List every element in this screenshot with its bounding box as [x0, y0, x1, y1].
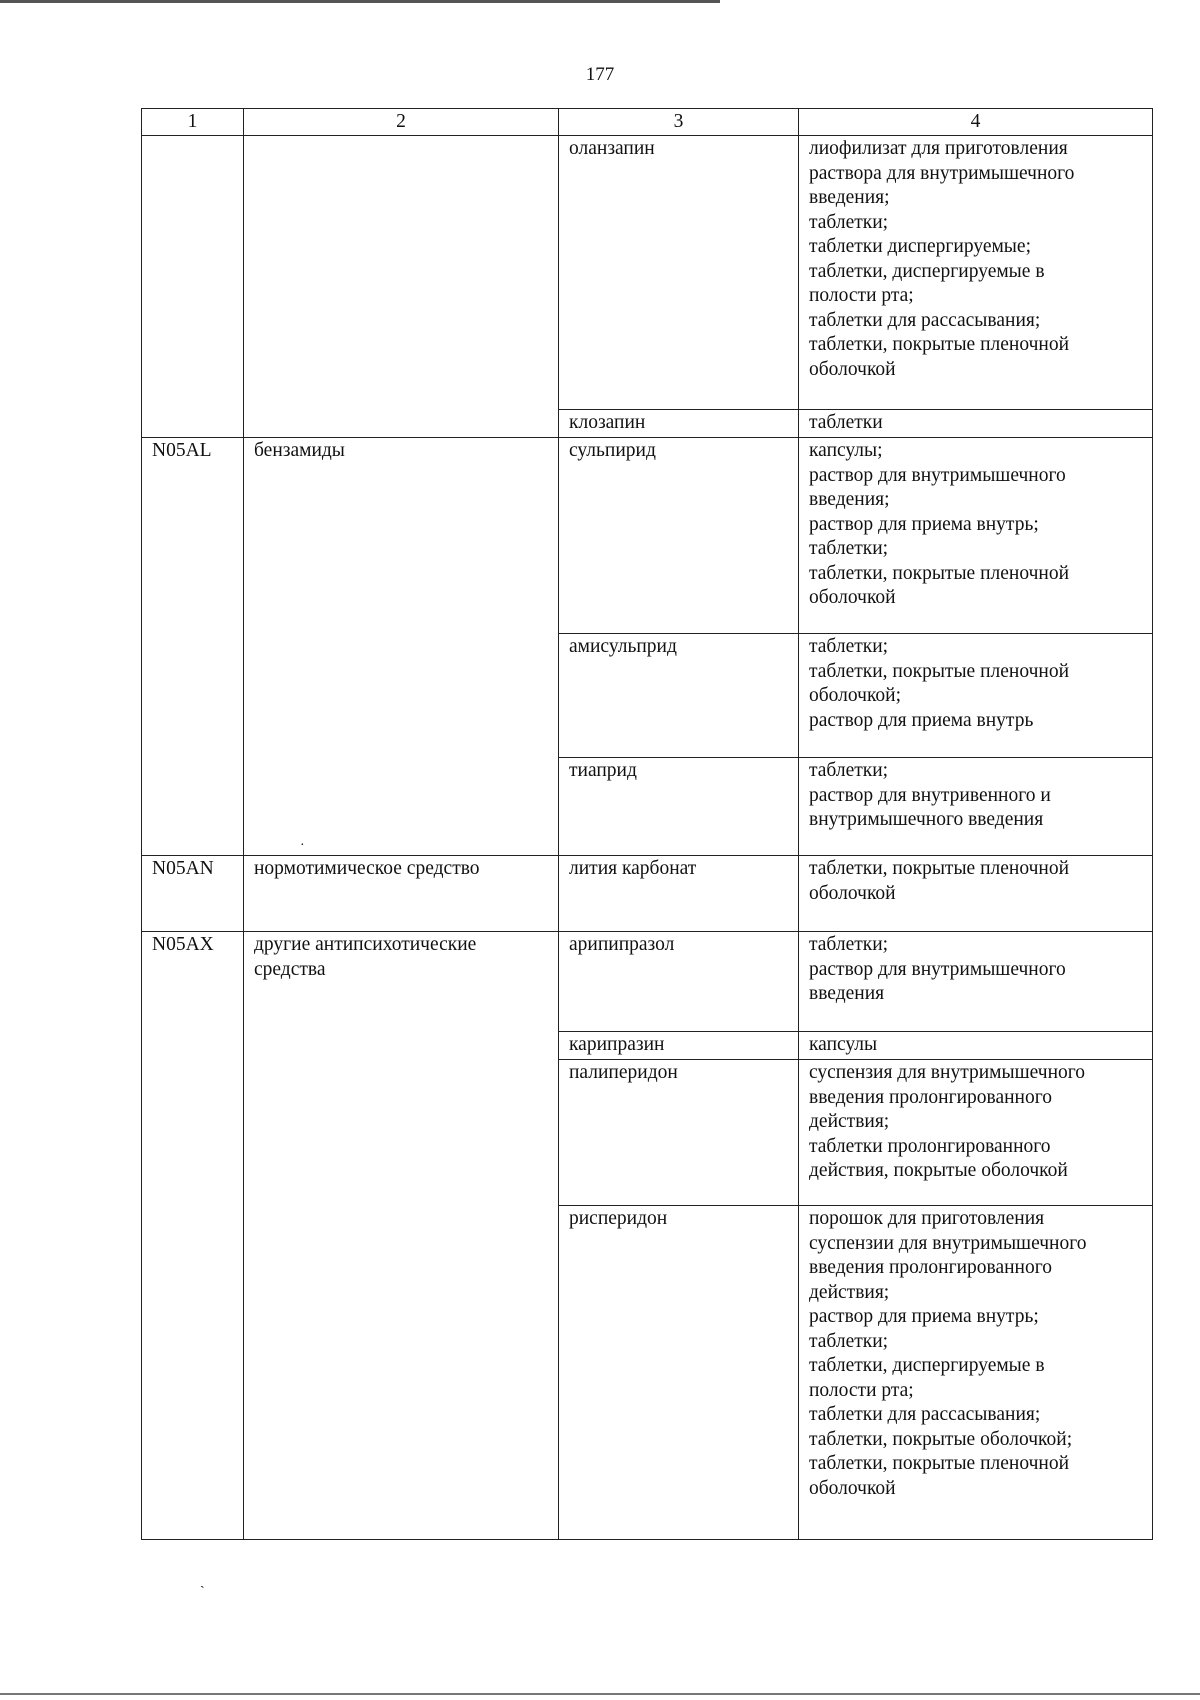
dosage-form-line: таблетки, покрытые пленочной: [809, 858, 1070, 879]
dosage-form-line: раствор для приема внутрь;: [809, 513, 1039, 535]
dosage-form-line: таблетки для рассасывания;: [809, 309, 1041, 331]
dosage-form-line: таблетки, диспергируемые в: [809, 260, 1045, 282]
header-cell-3: 3: [559, 109, 799, 136]
scan-edge-line-bottom: [0, 1693, 1200, 1695]
dosage-form-line: таблетки, покрытые пленочной: [809, 562, 1070, 584]
dosage-form-line: суспензия для внутримышечного: [809, 1062, 1086, 1083]
dosage-form-line: полости рта;: [809, 285, 914, 306]
drug-name-cell: сульпирид: [559, 438, 799, 634]
drug-name-cell: клозапин: [559, 410, 799, 438]
dosage-form-line: действия, покрытые оболочкой: [809, 1160, 1068, 1181]
dosage-form-line: раствора для внутримышечного: [809, 162, 1075, 184]
dosage-form-line: таблетки, покрытые пленочной: [809, 1453, 1070, 1474]
dosage-forms-cell: [799, 410, 1153, 438]
dosage-forms-cell: [799, 634, 1153, 758]
dosage-form-line: оболочкой: [809, 882, 896, 904]
dosage-forms-cell: [799, 932, 1153, 1032]
dosage-form-line: раствор для приема внутрь: [809, 709, 1034, 731]
group-name-cell: нормотимическое средство: [244, 856, 559, 932]
table-row: [142, 856, 1153, 932]
scan-edge-line-top: [0, 0, 720, 3]
drug-name-cell: лития карбонат: [559, 856, 799, 932]
atc-code-cell: [142, 136, 244, 438]
dosage-form-line: таблетки;: [809, 1330, 889, 1352]
dosage-form-line: оболочкой: [809, 358, 896, 380]
table-row: [142, 932, 1153, 1032]
dosage-form-line: действия;: [809, 1111, 890, 1132]
dosage-forms-cell: [799, 438, 1153, 634]
atc-code-cell: N05AX: [142, 932, 244, 1540]
group-name-cell: бензамиды: [244, 438, 559, 856]
table-row: [142, 136, 1153, 410]
drug-table: [141, 108, 1153, 1540]
drug-name-cell: оланзапин: [559, 136, 799, 410]
drug-name-cell: карипразин: [559, 1032, 799, 1060]
dosage-form-line: таблетки;: [809, 760, 889, 781]
dosage-form-line: введения пролонгированного: [809, 1086, 1053, 1108]
dosage-form-line: введения;: [809, 187, 890, 208]
dosage-form-line: таблетки, диспергируемые в: [809, 1355, 1045, 1376]
dosage-form-line: таблетки, покрытые оболочкой;: [809, 1428, 1073, 1450]
dosage-form-line: раствор для внутривенного и: [809, 784, 1051, 806]
dosage-form-line: таблетки для рассасывания;: [809, 1404, 1041, 1425]
dosage-form-line: оболочкой: [809, 1477, 896, 1499]
dosage-forms-cell: [799, 758, 1153, 856]
table-body: [142, 136, 1153, 1540]
table-row: [142, 438, 1153, 634]
dosage-form-line: таблетки;: [809, 211, 889, 233]
dosage-form-line: полости рта;: [809, 1379, 914, 1401]
dosage-form-line: введения пролонгированного: [809, 1257, 1053, 1278]
dosage-form-line: таблетки;: [809, 538, 889, 559]
dosage-form-line: введения: [809, 983, 885, 1004]
dosage-form-line: раствор для внутримышечного: [809, 464, 1066, 486]
page-number: 177: [585, 64, 615, 85]
group-name-cell: [244, 136, 559, 438]
dosage-forms-cell: [799, 856, 1153, 932]
dosage-form-line: капсулы;: [809, 440, 883, 461]
stray-dot-mark: ·: [300, 838, 305, 853]
header-cell-1: 1: [142, 109, 244, 136]
drug-name-cell: арипипразол: [559, 932, 799, 1032]
dosage-form-line: капсулы: [809, 1034, 878, 1055]
atc-code-cell: N05AN: [142, 856, 244, 932]
dosage-form-line: оболочкой: [809, 587, 896, 608]
dosage-form-line: суспензии для внутримышечного: [809, 1232, 1087, 1254]
dosage-form-line: действия;: [809, 1281, 890, 1303]
dosage-form-line: порошок для приготовления: [809, 1208, 1045, 1229]
dosage-form-line: лиофилизат для приготовления: [809, 138, 1068, 159]
dosage-form-line: таблетки пролонгированного: [809, 1135, 1051, 1157]
group-name-cell: другие антипсихотические средства: [244, 932, 559, 1540]
dosage-forms-cell: [799, 1206, 1153, 1540]
dosage-form-line: таблетки, покрытые пленочной: [809, 660, 1070, 682]
dosage-form-line: введения;: [809, 489, 890, 510]
stray-scan-mark: ˎ: [200, 1574, 205, 1589]
dosage-forms-cell: [799, 1032, 1153, 1060]
dosage-form-line: таблетки;: [809, 636, 889, 657]
drug-name-cell: палиперидон: [559, 1060, 799, 1206]
dosage-form-line: раствор для приема внутрь;: [809, 1306, 1039, 1327]
header-cell-2: 2: [244, 109, 559, 136]
dosage-form-line: таблетки: [809, 412, 883, 433]
dosage-form-line: внутримышечного введения: [809, 809, 1044, 830]
dosage-form-line: таблетки;: [809, 934, 889, 955]
drug-name-cell: тиаприд: [559, 758, 799, 856]
header-row: [142, 109, 1153, 136]
dosage-form-line: раствор для внутримышечного: [809, 958, 1066, 980]
atc-code-cell: N05AL: [142, 438, 244, 856]
dosage-form-line: таблетки диспергируемые;: [809, 236, 1031, 257]
dosage-forms-cell: [799, 1060, 1153, 1206]
drug-name-cell: рисперидон: [559, 1206, 799, 1540]
header-cell-4: 4: [799, 109, 1153, 136]
dosage-forms-cell: [799, 136, 1153, 410]
drug-name-cell: амисульприд: [559, 634, 799, 758]
dosage-form-line: таблетки, покрытые пленочной: [809, 334, 1070, 355]
dosage-form-line: оболочкой;: [809, 685, 902, 706]
